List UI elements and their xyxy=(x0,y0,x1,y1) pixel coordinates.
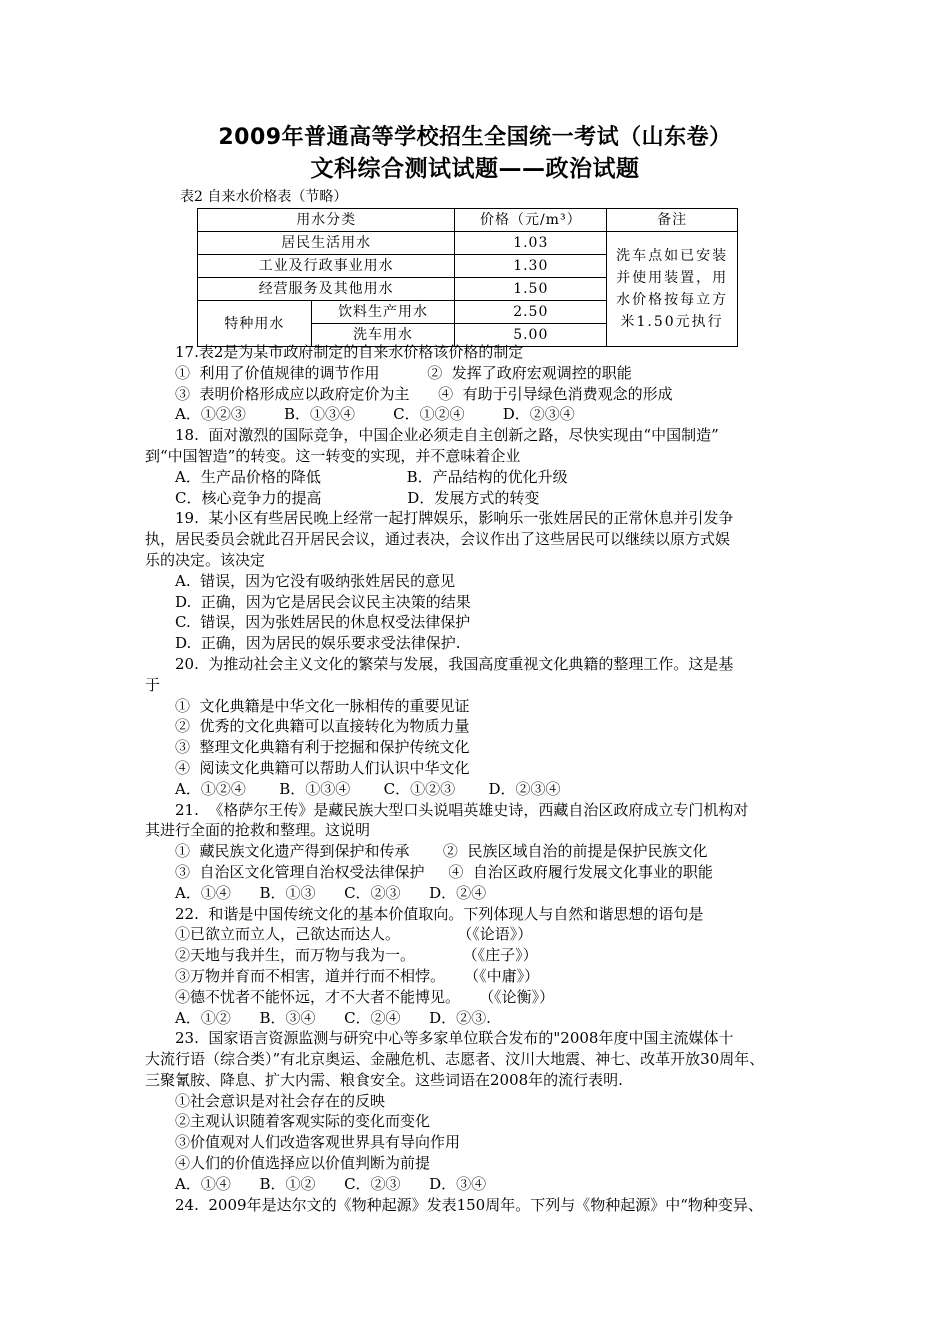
text-line: 于 xyxy=(145,675,161,694)
text-line: 17.表2是为某市政府制定的自来水价格该价格的制定 xyxy=(175,343,524,361)
row-price: 1.50 xyxy=(455,278,607,301)
text-line: A．生产品价格的降低 B．产品结构的优化升级 xyxy=(175,467,568,486)
header-category: 用水分类 xyxy=(198,209,455,232)
text-line: 乐的决定。该决定 xyxy=(145,550,266,569)
text-line: 22. 和谐是中国传统文化的基本价值取向。下列体现人与自然和谐思想的语句是 xyxy=(175,904,704,923)
header-price: 价格（元/m³） xyxy=(455,209,607,232)
text-line: 其进行全面的抢救和整理。这说明 xyxy=(145,821,371,840)
text-line: 三聚氰胺、降息、扩大内需、粮食安全。这些词语在2008年的流行表明. xyxy=(145,1070,623,1089)
row-subcategory: 饮料生产用水 xyxy=(311,301,455,324)
text-line: ④ 阅读文化典籍可以帮助人们认识中华文化 xyxy=(175,758,470,777)
text-line: ① 利用了价值规律的调节作用 ② 发挥了政府宏观调控的职能 xyxy=(175,363,632,382)
text-line: D. 正确，因为居民的娱乐要求受法律保护. xyxy=(175,634,461,653)
text-line: ③ 自治区文化管理自治权受法律保护 ④ 自治区政府履行发展文化事业的职能 xyxy=(175,862,713,881)
note-cell: 洗车点如已安装并使用装置，用水价格按每立方米1.50元执行 xyxy=(607,232,738,347)
table-row xyxy=(198,232,738,255)
text-line: A．①②④ B．①③④ C．①②③ D．②③④ xyxy=(175,779,561,798)
text-line: 大流行语（综合类）”有北京奥运、金融危机、志愿者、汶川大地震、神七、改革开放30周年、 xyxy=(145,1050,765,1069)
text-line: ④德不忧者不能怀远，才不大者不能博见。 （《论衡》） xyxy=(175,987,555,1006)
text-line: 23. 国家语言资源监测与研究中心等多家单位联合发布的"2008年度中国主流媒体十 xyxy=(175,1029,734,1048)
text-line: 24. 2009年是达尔文的《物种起源》发表150周年。下列与《物种起源》中“物种变异、 xyxy=(175,1195,763,1214)
row-price: 5.00 xyxy=(455,324,607,347)
text-line: 到“中国智造”的转变。这一转变的实现，并不意味着企业 xyxy=(145,446,521,465)
row-subcategory: 洗车用水 xyxy=(311,324,455,347)
text-line: 19. 某小区有些居民晚上经常一起打牌娱乐，影响乐一张姓居民的正常休息并引发争 xyxy=(175,509,734,528)
row-category: 工业及行政事业用水 xyxy=(198,255,455,278)
text-line: A．①④ B．①② C．②③ D．③④ xyxy=(175,1174,487,1193)
question-body xyxy=(145,342,810,1215)
row-category: 经营服务及其他用水 xyxy=(198,278,455,301)
text-line: ②主观认识随着客观实际的变化而变化 xyxy=(175,1112,431,1131)
text-line: ①社会意识是对社会存在的反映 xyxy=(175,1091,386,1110)
row-price: 1.30 xyxy=(455,255,607,278)
text-line: ① 藏民族文化遗产得到保护和传承 ② 民族区域自治的前提是保护民族文化 xyxy=(175,842,708,861)
text-line: ③万物并育而不相害，道并行而不相悖。 （《中庸》） xyxy=(175,966,540,985)
header-note: 备注 xyxy=(607,209,738,232)
exam-title: 2009年普通高等学校招生全国统一考试（山东卷） xyxy=(218,125,732,150)
text-line: A．①② B．③④ C．②④ D．②③. xyxy=(175,1008,491,1027)
text-line: ③价值观对人们改造客观世界具有导向作用 xyxy=(175,1133,461,1152)
text-line: ② 优秀的文化典籍可以直接转化为物质力量 xyxy=(175,717,470,736)
text-line: D. 正确，因为它是居民会议民主决策的结果 xyxy=(175,592,471,611)
text-line: ④人们的价值选择应以价值判断为前提 xyxy=(175,1154,431,1173)
text-line: A．①②③ B．①③④ C．①②④ D．②③④ xyxy=(175,405,575,424)
row-price: 2.50 xyxy=(455,301,607,324)
table-header-row xyxy=(198,209,738,232)
text-line: A．①④ B．①③ C．②③ D．②④ xyxy=(175,883,487,902)
row-category: 居民生活用水 xyxy=(198,232,455,255)
row-price: 1.03 xyxy=(455,232,607,255)
special-category: 特种用水 xyxy=(198,301,312,347)
exam-subtitle: 文科综合测试试题——政治试题 xyxy=(310,156,640,182)
text-line: 20. 为推动社会主义文化的繁荣与发展，我国高度重视文化典籍的整理工作。这是基 xyxy=(175,654,734,673)
text-line: ① 文化典籍是中华文化一脉相传的重要见证 xyxy=(175,696,470,715)
text-line: C. 错误，因为张姓居民的休息权受法律保护 xyxy=(175,613,471,632)
text-line: A. 错误，因为它没有吸纳张姓居民的意见 xyxy=(175,571,456,590)
table-caption: 表2 自来水价格表（节略） xyxy=(180,189,348,205)
text-line: ②天地与我并生，而万物与我为一。 （《庄子》） xyxy=(175,946,538,965)
text-line: ③ 表明价格形成应以政府定价为主 ④ 有助于引导绿色消费观念的形成 xyxy=(175,384,673,403)
text-line: 21. 《格萨尔王传》是藏民族大型口头说唱英雄史诗，西藏自治区政府成立专门机构对 xyxy=(175,800,749,819)
water-price-table xyxy=(197,208,738,347)
text-line: ①已欲立而立人，己欲达而达人。 （《论语》） xyxy=(175,925,533,944)
text-line: ③ 整理文化典籍有利于挖掘和保护传统文化 xyxy=(175,738,470,757)
text-line: C．核心竞争力的提高 D．发展方式的转变 xyxy=(175,488,540,507)
text-line: 执，居民委员会就此召开居民会议，通过表决，会议作出了这些居民可以继续以原方式娱 xyxy=(145,530,731,549)
text-line: 18. 面对激烈的国际竞争，中国企业必须走自主创新之路，尽快实现由“中国制造” xyxy=(175,426,719,445)
